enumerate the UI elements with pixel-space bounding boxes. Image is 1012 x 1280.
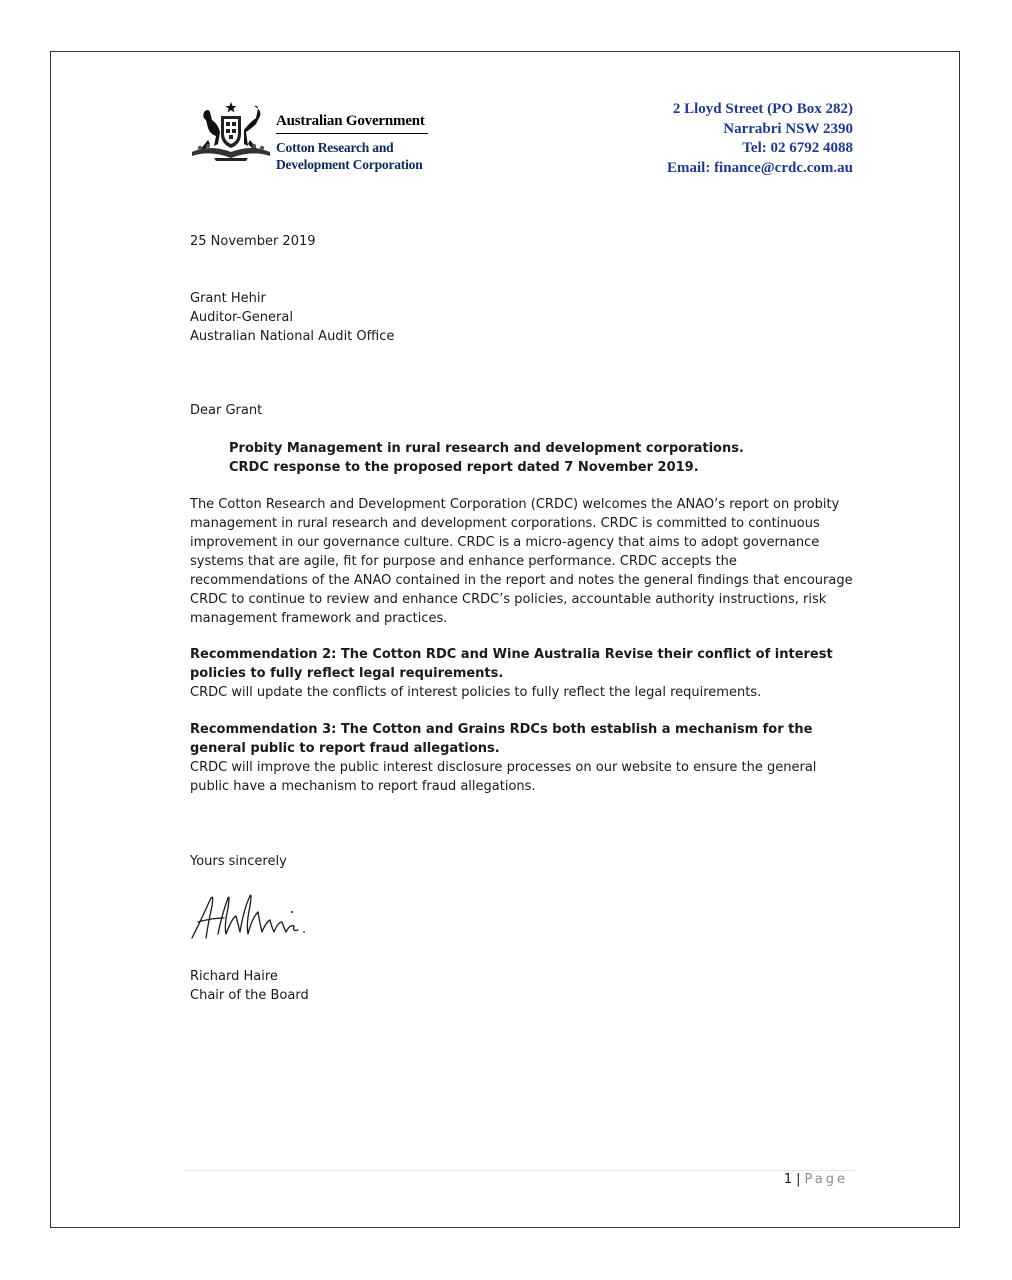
- address-tel: Tel: 02 6792 4088: [742, 140, 853, 156]
- address-email: Email: finance@crdc.com.au: [666, 159, 853, 176]
- logo-org-line-1: Cotton Research and: [276, 140, 394, 155]
- coat-of-arms-icon: [190, 100, 272, 162]
- recipient-block: [190, 289, 858, 346]
- address-block: [667, 100, 853, 178]
- recommendation-3-heading: Recommendation 3: The Cotton and Grains RDCs both establish a mechanism for the general public to report fraud allegations.: [190, 722, 813, 756]
- signer-block: [190, 967, 858, 1005]
- address-street: 2 Lloyd Street (PO Box 282): [672, 101, 853, 117]
- page-separator: |: [796, 1172, 801, 1187]
- closing: Yours sincerely: [190, 854, 287, 869]
- logo-divider: [276, 133, 428, 134]
- subject-line-1: Probity Management in rural research and development corporations.: [229, 441, 744, 456]
- recommendation-3: [190, 720, 858, 796]
- page-number: 1: [783, 1172, 793, 1187]
- signer-name: Richard Haire: [190, 969, 278, 984]
- recipient-title: Auditor-General: [190, 310, 293, 325]
- recommendation-2-heading: Recommendation 2: The Cotton RDC and Wine Australia Revise their conflict of interest policies to fully reflect legal requirements.: [190, 647, 833, 681]
- page-label: Page: [804, 1172, 848, 1187]
- subject-line-2: CRDC response to the proposed report dated 7 November 2019.: [229, 460, 699, 475]
- logo-org-line-2: Development Corporation: [276, 157, 423, 172]
- recommendation-2-response: CRDC will update the conflicts of interest policies to fully reflect the legal requirements.: [190, 685, 762, 700]
- recommendation-3-response: CRDC will improve the public interest disclosure processes on our website to ensure the general public have a mechanism to report fraud allegations.: [190, 760, 817, 794]
- recipient-org: Australian National Audit Office: [190, 329, 395, 344]
- page-footer: [784, 1172, 848, 1187]
- signer-title: Chair of the Board: [190, 988, 309, 1003]
- address-city: Narrabri NSW 2390: [723, 120, 853, 137]
- letter-date: 25 November 2019: [190, 234, 316, 249]
- recommendation-2: [190, 645, 858, 702]
- page-border: [50, 51, 960, 1228]
- handwritten-signature: [188, 888, 313, 946]
- recipient-name: Grant Hehir: [190, 291, 266, 306]
- subject-block: [229, 439, 849, 477]
- logo-government-text: Australian Government: [276, 113, 425, 129]
- intro-paragraph: The Cotton Research and Development Corporation (CRDC) welcomes the ANAO’s report on probity management in rural research and development corporations. CRDC is committed to continuous improvement in our governance culture. CRDC is a micro-agency that aims to adopt governance systems that are agile, fit for purpose and enhance performance. CRDC accepts the recommendations of the ANAO contained in the report and notes the general findings that encourage CRDC to continue to review and enhance CRDC’s policies, accountable authority instructions, risk management framework and practices.: [190, 497, 853, 626]
- salutation: Dear Grant: [190, 403, 263, 418]
- footer-divider: [186, 1170, 856, 1171]
- government-logo: [190, 100, 435, 180]
